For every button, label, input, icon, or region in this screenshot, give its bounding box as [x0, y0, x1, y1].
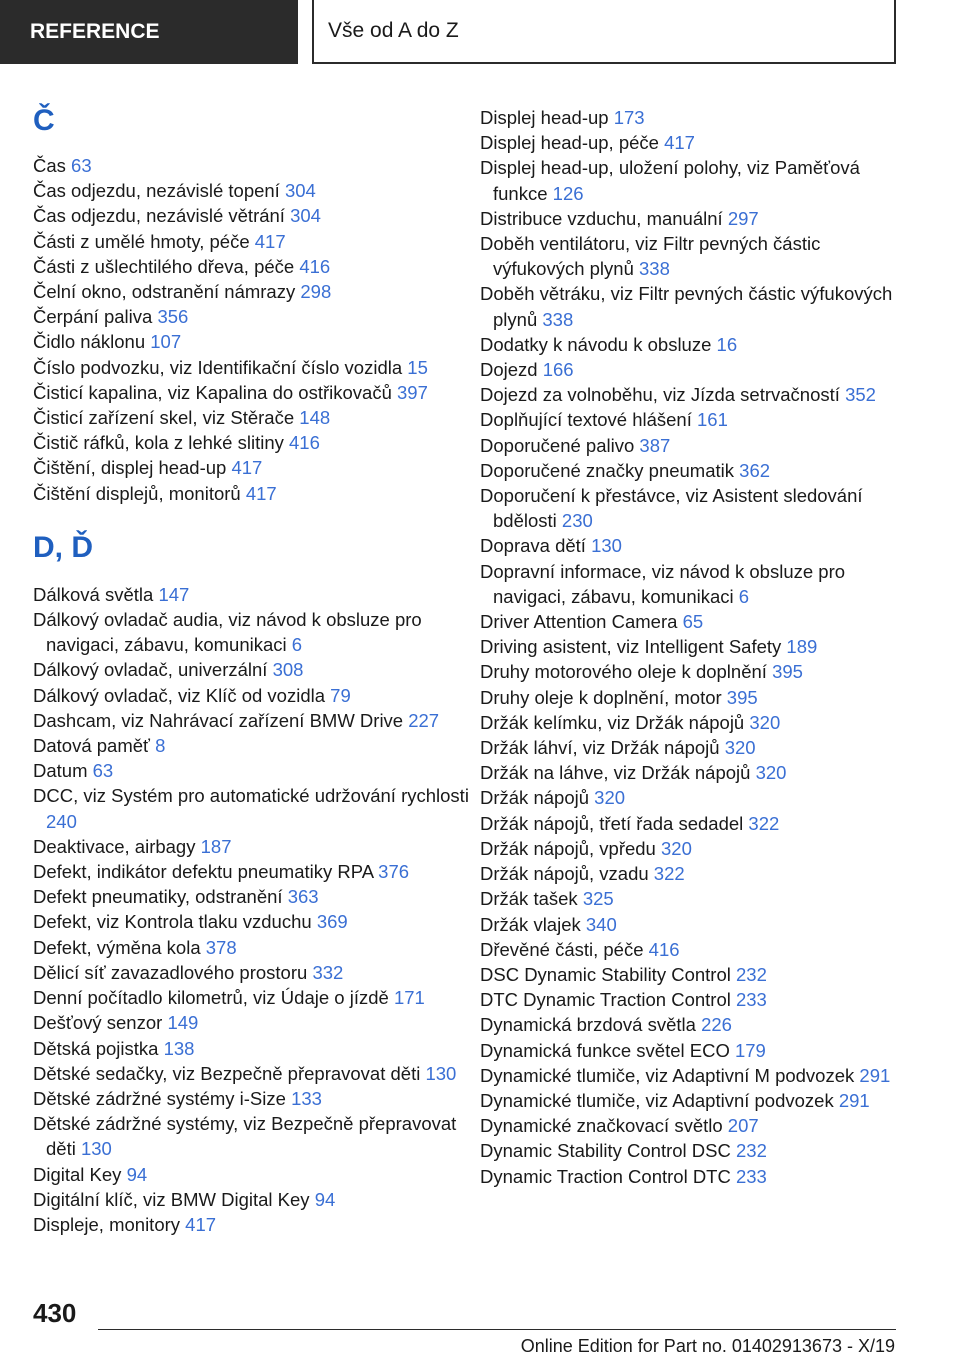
index-entry [33, 481, 473, 506]
index-entry-term: Doběh větráku, viz Filtr pevných částic výfukových plynů [480, 283, 893, 330]
index-entry-list [480, 105, 900, 1189]
index-page-link[interactable]: 94 [126, 1163, 148, 1185]
index-page-link[interactable]: 338 [639, 258, 670, 280]
index-page-link[interactable]: 148 [299, 407, 331, 429]
index-page-link[interactable]: 171 [393, 987, 425, 1009]
footer-divider [98, 1329, 896, 1330]
index-entry-term: Doprava dětí [480, 535, 586, 557]
index-entry-term: DSC Dynamic Stability Control [480, 963, 731, 985]
index-entry-term: Dálková světla [33, 583, 154, 605]
index-entry-term: Datum [33, 760, 88, 782]
index-entry-term: Čerpání paliva [33, 306, 153, 328]
index-page-link[interactable]: 63 [92, 760, 114, 782]
index-entry-term: Držák láhví, viz Držák nápojů [480, 737, 720, 759]
index-page-link[interactable]: 417 [231, 457, 263, 479]
index-entry-term: Dělicí síť zavazadlového prostoru [33, 961, 308, 983]
index-entry [480, 206, 900, 231]
index-entry-term: Dojezd za volnoběhu, viz Jízda setrvačností [480, 384, 840, 406]
index-entry-term: Dojezd [480, 359, 538, 381]
index-entry-term: Dopravní informace, viz návod k obsluze pro navigaci, zábavu, komunikaci [480, 560, 846, 607]
index-entry-term: Dětské sedačky, viz Bezpečně přepravovat děti [33, 1062, 421, 1084]
index-entry-term: Displej head-up, péče [480, 132, 659, 154]
index-entry [33, 405, 473, 430]
page-number: 430 [33, 1298, 77, 1328]
index-entry-term: Distribuce vzduchu, manuální [480, 207, 723, 229]
index-column-left [33, 95, 473, 1237]
index-entry [33, 279, 473, 304]
index-entry-term: Dřevěné části, péče [480, 938, 644, 960]
index-entry [33, 884, 473, 909]
index-entry-term: Dětské zádržné systémy i-Size [33, 1087, 286, 1109]
index-page-link[interactable]: 65 [682, 611, 704, 633]
index-entry-term: Druhy motorového oleje k doplnění [480, 661, 767, 683]
index-entry [480, 634, 900, 659]
index-entry [33, 859, 473, 884]
index-page-link[interactable]: 320 [594, 787, 626, 809]
index-page-link[interactable]: 16 [716, 333, 738, 355]
index-entry-term: Držák nápojů [480, 787, 590, 809]
index-entry-term: Druhy oleje k doplnění, motor [480, 686, 722, 708]
index-entry [480, 1088, 900, 1113]
index-page-link[interactable]: 94 [314, 1188, 336, 1210]
index-entry-term: Držák nápojů, třetí řada sedadel [480, 812, 744, 834]
index-page-link[interactable]: 107 [150, 331, 182, 353]
index-entry-term: Dálkový ovladač audia, viz návod k obsluze pro navigaci, zábavu, komunikaci [33, 609, 422, 656]
index-entry-term: Datová paměť [33, 735, 150, 757]
index-page-link[interactable]: 240 [46, 810, 77, 832]
index-page-link[interactable]: 189 [786, 636, 818, 658]
index-page-link[interactable]: 417 [254, 230, 286, 252]
edition-note: Online Edition for Part no. 01402913673 - X/19 [520, 1336, 895, 1356]
index-page-link[interactable]: 187 [200, 835, 232, 857]
index-page-link[interactable]: 6 [738, 585, 750, 607]
index-page-link[interactable]: 207 [727, 1115, 759, 1137]
index-page-link[interactable]: 149 [167, 1012, 199, 1034]
index-page-link[interactable]: 232 [736, 963, 767, 985]
index-page-link[interactable]: 416 [289, 432, 320, 454]
index-entry [480, 130, 900, 155]
index-entry [33, 455, 473, 480]
index-entry [33, 985, 473, 1010]
index-entry [33, 304, 473, 329]
index-entry [480, 609, 900, 634]
index-entry-term: Držák tašek [480, 888, 578, 910]
index-entry [33, 1111, 473, 1161]
index-entry [480, 382, 900, 407]
index-entry-term: Čištění displejů, monitorů [33, 482, 241, 504]
index-entry [33, 1010, 473, 1035]
index-entry [480, 685, 900, 710]
index-entry-term: Držák nápojů, vzadu [480, 863, 649, 885]
index-entry-term: Části z umělé hmoty, péče [33, 230, 250, 252]
index-entry-list [33, 153, 473, 506]
index-entry [33, 582, 473, 607]
index-entry-term: Driving asistent, viz Intelligent Safety [480, 636, 782, 658]
index-entry [480, 559, 900, 609]
index-entry [33, 1187, 473, 1212]
index-page-link[interactable]: 320 [755, 762, 787, 784]
index-entry [480, 231, 900, 281]
index-column-right [480, 105, 900, 1189]
index-entry [480, 1012, 900, 1037]
index-entry [33, 683, 473, 708]
index-page-link[interactable]: 226 [701, 1014, 732, 1036]
index-entry-term: Digital Key [33, 1163, 122, 1185]
index-entry-term: Displej head-up [480, 107, 609, 128]
index-page-link[interactable]: 298 [300, 281, 332, 303]
index-page-link[interactable]: 130 [425, 1062, 457, 1084]
index-entry [33, 909, 473, 934]
index-page-link[interactable]: 362 [739, 459, 771, 481]
index-entry-term: Dětská pojistka [33, 1037, 159, 1059]
index-entry [33, 1162, 473, 1187]
index-entry [33, 1086, 473, 1111]
index-entry [33, 935, 473, 960]
index-entry [33, 153, 473, 178]
index-entry-term: Čisticí kapalina, viz Kapalina do ostřikovačů [33, 381, 392, 403]
index-entry [480, 912, 900, 937]
index-entry [480, 710, 900, 735]
index-page-link[interactable]: 320 [749, 711, 781, 733]
index-entry [33, 733, 473, 758]
index-entry-term: Číslo podvozku, viz Identifikační číslo vozidla [33, 356, 403, 378]
index-entry [33, 607, 473, 657]
index-page-link[interactable]: 166 [542, 359, 574, 381]
index-page-link[interactable]: 233 [735, 1165, 767, 1187]
index-entry-term: Držák vlajek [480, 913, 581, 935]
index-entry-term: Dynamické tlumiče, viz Adaptivní podvozek [480, 1089, 834, 1111]
index-page-link[interactable]: 417 [185, 1213, 217, 1235]
index-entry-term: Dynamické značkovací světlo [480, 1115, 723, 1137]
index-entry-term: Dynamická brzdová světla [480, 1014, 696, 1036]
index-page-link[interactable]: 233 [735, 989, 767, 1011]
index-entry [33, 178, 473, 203]
index-page-link[interactable]: 297 [727, 207, 759, 229]
index-entry [33, 1061, 473, 1086]
index-entry [33, 380, 473, 405]
index-page-link[interactable]: 15 [407, 356, 428, 378]
index-entry [480, 1138, 900, 1163]
index-entry-term: DTC Dynamic Traction Control [480, 989, 731, 1011]
index-entry [480, 962, 900, 987]
index-entry [480, 105, 900, 130]
index-entry [480, 785, 900, 810]
index-page-link[interactable]: 304 [284, 180, 316, 202]
index-entry-term: Defekt, indikátor defektu pneumatiky RPA [33, 861, 374, 883]
index-entry [480, 281, 900, 331]
index-page-link[interactable]: 291 [859, 1064, 891, 1086]
index-entry-term: Dodatky k návodu k obsluze [480, 333, 712, 355]
index-entry [33, 708, 473, 733]
index-entry-term: Čas odjezdu, nezávislé topení [33, 180, 280, 202]
index-page-link[interactable]: 320 [661, 837, 692, 859]
index-entry [33, 355, 473, 380]
index-page-link[interactable]: 308 [272, 659, 304, 681]
index-page-link[interactable]: 376 [378, 861, 410, 883]
index-page-link[interactable]: 363 [287, 886, 319, 908]
index-page-link[interactable]: 332 [312, 961, 344, 983]
index-page-link[interactable]: 416 [299, 255, 331, 277]
index-entry-term: Driver Attention Camera [480, 611, 678, 633]
index-entry-term: Čas odjezdu, nezávislé větrání [33, 205, 285, 227]
index-page-link[interactable]: 138 [163, 1037, 195, 1059]
index-entry-term: Čelní okno, odstranění námrazy [33, 281, 296, 303]
index-page-link[interactable]: 8 [155, 735, 166, 757]
page-header [0, 0, 960, 66]
index-entry [480, 659, 900, 684]
index-entry [480, 836, 900, 861]
index-page-link[interactable]: 356 [157, 306, 189, 328]
index-entry-term: Denní počítadlo kilometrů, viz Údaje o jízdě [33, 987, 389, 1009]
index-entry-term: Digitální klíč, viz BMW Digital Key [33, 1188, 310, 1210]
index-page-link[interactable]: 338 [542, 308, 574, 330]
index-entry [480, 861, 900, 886]
index-page-link[interactable]: 322 [748, 812, 780, 834]
index-page-link[interactable]: 320 [724, 737, 756, 759]
index-entry-term: Čisticí zařízení skel, viz Stěrače [33, 407, 295, 429]
index-entry-term: Čidlo náklonu [33, 331, 146, 353]
index-entry-term: Držák nápojů, vpředu [480, 837, 656, 859]
index-page-link[interactable]: 395 [772, 661, 803, 683]
index-entry [33, 203, 473, 228]
index-page-link[interactable]: 161 [697, 409, 728, 431]
index-page-link[interactable]: 378 [205, 936, 237, 958]
index-page-link[interactable]: 130 [80, 1138, 112, 1160]
index-entry-term: Displej head-up, uložení polohy, viz Paměťová funkce [480, 157, 860, 204]
index-entry [480, 760, 900, 785]
index-entry [33, 783, 473, 833]
index-letter-heading: D, Ď [33, 530, 93, 564]
index-entry-term: Dashcam, viz Nahrávací zařízení BMW Drive [33, 709, 404, 731]
index-page-link[interactable]: 304 [290, 205, 321, 227]
index-entry-term: Defekt pneumatiky, odstranění [33, 886, 283, 908]
index-entry [33, 657, 473, 682]
index-entry [33, 834, 473, 859]
index-entry-term: Dálkový ovladač, univerzální [33, 659, 268, 681]
index-entry [480, 811, 900, 836]
index-entry [480, 1164, 900, 1189]
index-entry [480, 483, 900, 533]
index-entry-term: Dešťový senzor [33, 1012, 163, 1034]
index-page-link[interactable]: 232 [736, 1140, 767, 1162]
index-page-link[interactable]: 179 [734, 1039, 766, 1061]
index-entry [33, 960, 473, 985]
index-page-link[interactable]: 133 [291, 1087, 322, 1109]
index-entry [33, 329, 473, 354]
index-entry-term: Doběh ventilátoru, viz Filtr pevných částic výfukových plynů [480, 233, 821, 280]
index-entry [480, 458, 900, 483]
index-entry [33, 430, 473, 455]
index-entry [480, 332, 900, 357]
index-page-link[interactable]: 130 [591, 535, 622, 557]
index-entry-term: Deaktivace, airbagy [33, 835, 196, 857]
index-entry-term: Doporučené značky pneumatik [480, 459, 735, 481]
index-entry [480, 987, 900, 1012]
index-page-link[interactable]: 417 [664, 132, 695, 154]
index-page-link[interactable]: 230 [561, 510, 593, 532]
index-page-link[interactable]: 397 [397, 381, 428, 403]
index-entry [480, 886, 900, 911]
index-entry-term: Defekt, viz Kontrola tlaku vzduchu [33, 911, 312, 933]
index-entry-term: Doporučení k přestávce, viz Asistent sledování bdělosti [480, 485, 863, 532]
index-entry-term: Dálkový ovladač, viz Klíč od vozidla [33, 684, 326, 706]
index-entry-term: Držák kelímku, viz Držák nápojů [480, 711, 745, 733]
index-entry-term: Čas [33, 155, 66, 176]
index-entry-term: Dynamic Stability Control DSC [480, 1140, 731, 1162]
index-page-link[interactable]: 340 [585, 913, 617, 935]
index-entry [480, 1038, 900, 1063]
index-page-link[interactable]: 325 [582, 888, 614, 910]
index-page-link[interactable]: 126 [552, 182, 584, 204]
index-page-link[interactable]: 147 [158, 583, 190, 605]
chapter-title: Vše od A do Z [312, 0, 896, 64]
index-entry [480, 155, 900, 205]
index-page-link[interactable]: 352 [845, 384, 876, 406]
index-page-link[interactable]: 63 [71, 155, 92, 176]
index-entry-term: Defekt, výměna kola [33, 936, 201, 958]
index-entry-term: Doplňující textové hlášení [480, 409, 692, 431]
index-entry [33, 1036, 473, 1061]
index-page-link[interactable]: 6 [291, 634, 303, 656]
index-entry-term: Dynamické tlumiče, viz Adaptivní M podvozek [480, 1064, 855, 1086]
index-entry [480, 937, 900, 962]
index-entry [480, 407, 900, 432]
index-page-link[interactable]: 79 [330, 684, 351, 706]
index-entry-list [33, 582, 473, 1237]
index-entry [33, 254, 473, 279]
index-page-link[interactable]: 369 [316, 911, 348, 933]
index-entry-term: Dynamická funkce světel ECO [480, 1039, 730, 1061]
index-entry-term: Čištění, displej head-up [33, 457, 227, 479]
index-entry-term: Dynamic Traction Control DTC [480, 1165, 731, 1187]
index-entry [480, 735, 900, 760]
index-page-link[interactable]: 387 [639, 434, 671, 456]
index-page-link[interactable]: 417 [245, 482, 277, 504]
index-entry-term: Čistič ráfků, kola z lehké slitiny [33, 432, 284, 454]
index-page-link[interactable]: 416 [648, 938, 680, 960]
index-entry-term: Držák na láhve, viz Držák nápojů [480, 762, 751, 784]
index-entry-term: DCC, viz Systém pro automatické udržování rychlosti [33, 785, 469, 807]
index-entry-term: Displeje, monitory [33, 1213, 181, 1235]
index-entry-term: Doporučené palivo [480, 434, 635, 456]
index-entry [480, 1063, 900, 1088]
index-entry [33, 758, 473, 783]
index-page-link[interactable]: 291 [838, 1089, 870, 1111]
index-entry [480, 533, 900, 558]
index-entry [480, 433, 900, 458]
index-page-link[interactable]: 227 [408, 709, 440, 731]
index-entry-term: Části z ušlechtilého dřeva, péče [33, 255, 295, 277]
index-page-link[interactable]: 322 [653, 863, 685, 885]
index-entry [33, 229, 473, 254]
section-tab: REFERENCE [0, 0, 298, 64]
index-letter-heading: Č [33, 104, 55, 137]
index-entry [33, 1212, 473, 1237]
index-page-link[interactable]: 395 [726, 686, 758, 708]
index-page-link[interactable]: 173 [613, 107, 645, 128]
index-entry-term: Dětské zádržné systémy, viz Bezpečně přepravovat děti [33, 1113, 457, 1160]
index-entry [480, 357, 900, 382]
index-entry [480, 1113, 900, 1138]
